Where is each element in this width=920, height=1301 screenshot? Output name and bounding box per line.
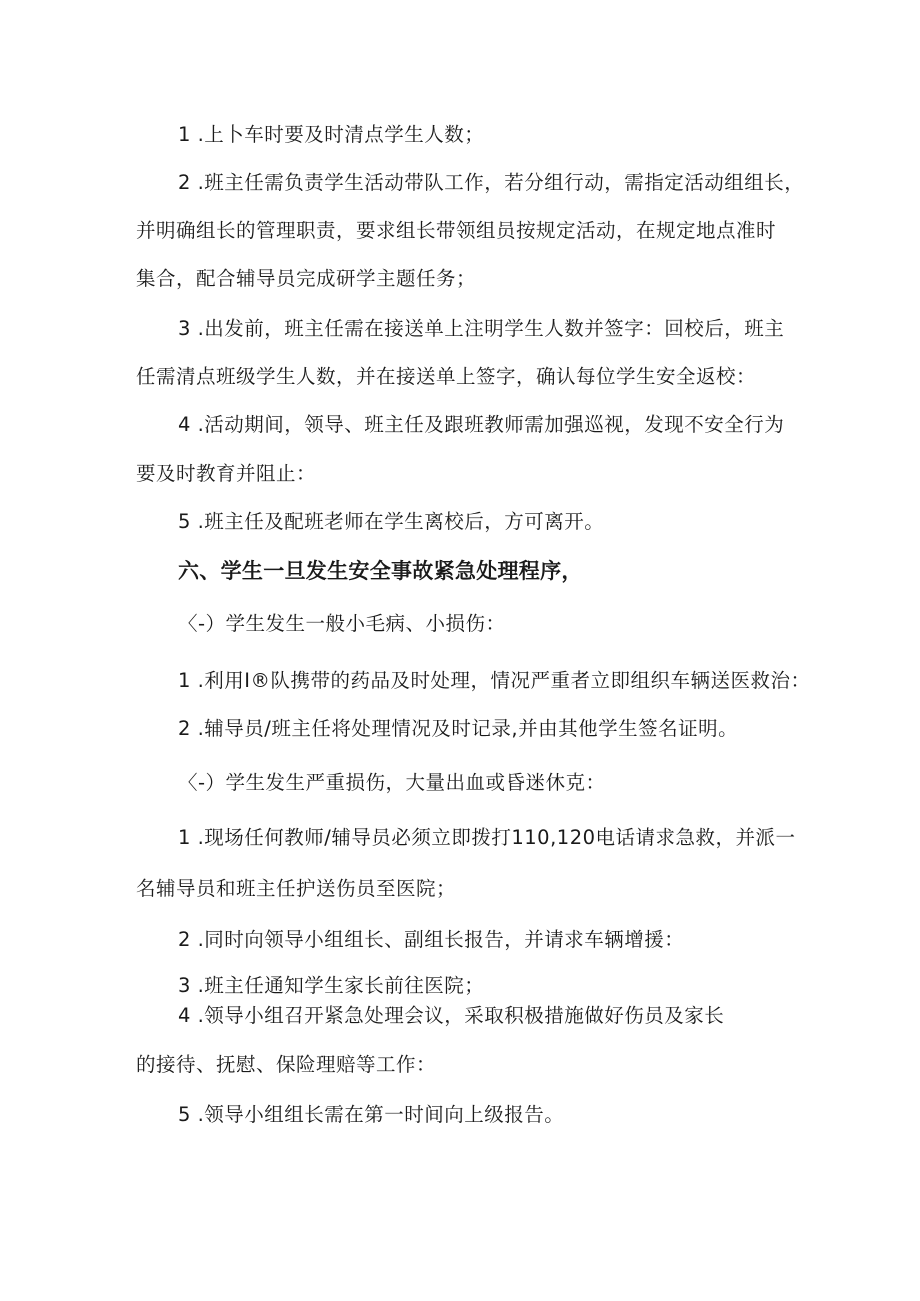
item-2-line-2: 并明确组长的管理职责，要求组长带领组员按规定活动，在规定地点准时	[136, 219, 777, 242]
item-2-line-1: 2 .班主任需负责学生活动带队工作，若分组行动，需指定活动组组长，	[178, 171, 805, 194]
item-4-line-2: 要及时教育并阻止：	[136, 462, 317, 485]
minor-item-2: 2 .辅导员/班主任将处理情况及时记录,并由其他学生签名证明。	[178, 717, 739, 740]
serious-item-1-line-1: 1 .现场任何教师/辅导员必须立即拨打110,120电话请求急救，并派一	[178, 826, 796, 849]
item-3-line-2: 任需清点班级学生人数，并在接送单上签字，确认每位学生安全返校：	[136, 365, 757, 388]
subsection-serious-injury: 〈-）学生发生严重损伤，大量出血或昏迷休克：	[178, 771, 606, 794]
serious-item-5: 5 .领导小组组长需在第一时间向上级报告。	[178, 1103, 565, 1126]
serious-item-2: 2 .同时向领导小组组长、副组长报告，并请求车辆增援：	[178, 928, 685, 951]
serious-item-1-line-2: 名辅导员和班主任护送伤员至医院；	[136, 877, 457, 900]
serious-item-3: 3 .班主任通知学生家长前往医院；	[178, 974, 485, 997]
minor-item-1: 1 .利用I®队携带的药品及时处理，情况严重者立即组织车辆送医救治：	[178, 669, 811, 692]
item-2-line-3: 集合，配合辅导员完成研学主题任务；	[136, 267, 477, 290]
item-1-headcount: 1 .上卜车时要及时清点学生人数；	[178, 123, 485, 146]
serious-item-4-line-1: 4 .领导小组召开紧急处理会议，采取积极措施做好伤员及家长	[178, 1004, 725, 1027]
item-4-line-1: 4 .活动期间，领导、班主任及跟班教师需加强巡视，发现不安全行为	[178, 413, 785, 436]
item-5: 5 .班主任及配班老师在学生离校后，方可离开。	[178, 510, 605, 533]
section-six-heading: 六、学生一旦发生安全事故紧急处理程序，	[178, 559, 583, 583]
serious-item-4-line-2: 的接待、抚慰、保险理赔等工作：	[136, 1053, 437, 1076]
item-3-line-1: 3 .出发前，班主任需在接送单上注明学生人数并签字：回校后，班主	[178, 317, 785, 340]
subsection-minor-injury: 〈-）学生发生一般小毛病、小损伤：	[178, 612, 506, 635]
